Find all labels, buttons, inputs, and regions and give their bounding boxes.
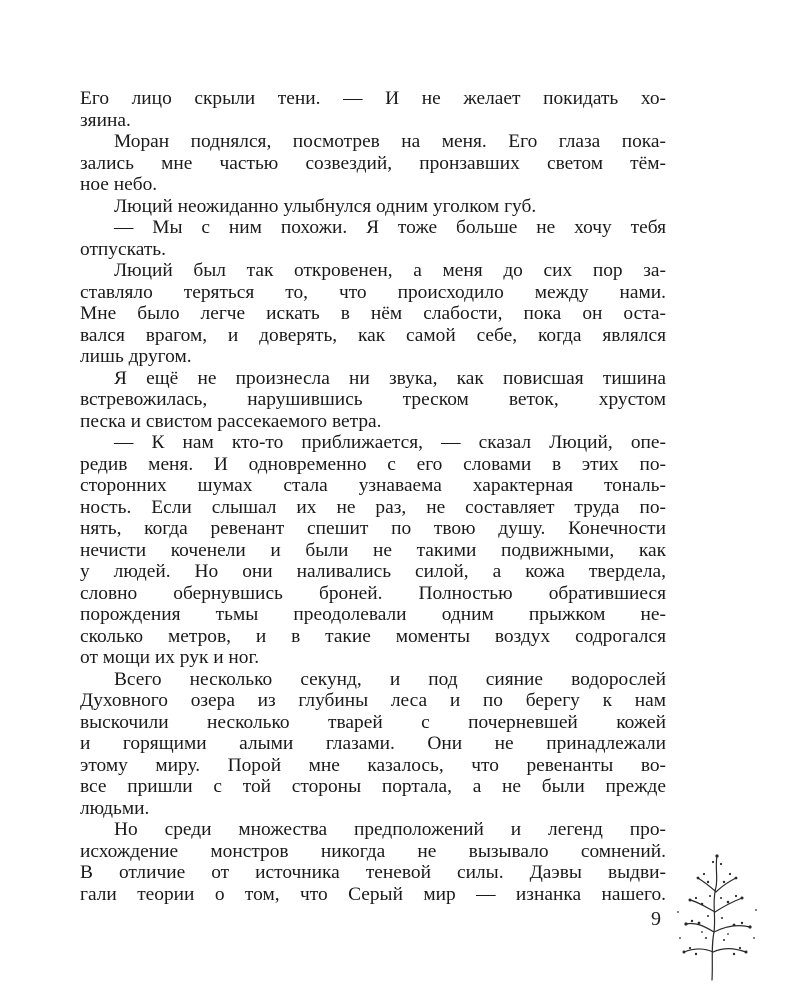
text-line: людьми. bbox=[80, 797, 150, 819]
text-line: все пришли с той стороны портала, а не были прежде bbox=[80, 776, 666, 797]
text-line: Моран поднялся, посмотрев на меня. Его глаза пока- bbox=[114, 131, 666, 152]
page-body-text bbox=[80, 88, 666, 905]
text-line: вался врагом, и доверять, как самой себе, когда являлся bbox=[80, 324, 666, 346]
text-line: — Мы с ним похожи. Я тоже больше не хочу тебя bbox=[114, 217, 666, 238]
text-line: Но среди множества предположений и легенд про- bbox=[114, 819, 666, 840]
text-line: порождения тьмы преодолевали одним прыжком не- bbox=[80, 604, 666, 625]
text-line: Люций был так откровенен, а меня до сих пор за- bbox=[114, 260, 666, 281]
page-number: 9 bbox=[651, 908, 661, 930]
text-line: исхождение монстров никогда не вызывало сомнений. bbox=[80, 840, 666, 862]
branch-ornament-icon bbox=[666, 852, 766, 982]
text-line: песка и свистом рассекаемого ветра. bbox=[80, 410, 382, 432]
text-line: зяина. bbox=[80, 109, 131, 131]
text-line: сторонних шумах стала узнаваема характерная тональ- bbox=[80, 475, 666, 496]
text-line: Я ещё не произнесла ни звука, как повисшая тишина bbox=[114, 367, 666, 389]
text-line: — К нам кто-то приближается, — сказал Люций, опе- bbox=[114, 432, 666, 453]
text-line: сколько метров, и в такие моменты воздух содрогался bbox=[80, 625, 666, 647]
text-line: ность. Если слышал их не раз, не составляет труда по- bbox=[80, 496, 666, 518]
text-line: ное небо. bbox=[80, 174, 158, 195]
text-line: Духовного озера из глубины леса и по берегу к нам bbox=[80, 690, 666, 711]
text-line: Мне было легче искать в нём слабости, пока он оста- bbox=[80, 303, 666, 324]
text-line: зались мне частью созвездий, пронзавших светом тём- bbox=[80, 152, 666, 174]
text-line: редив меня. И одновременно с его словами в этих по- bbox=[80, 453, 666, 475]
text-line: Люций неожиданно улыбнулся одним уголком губ. bbox=[114, 195, 537, 217]
text-line: словно обернувшись броней. Полностью обратившиеся bbox=[80, 582, 666, 604]
text-line: гали теории о том, что Серый мир — изнанка нашего. bbox=[80, 883, 666, 905]
text-line: выскочили несколько тварей с почерневшей кожей bbox=[80, 711, 666, 733]
text-line: В отличие от источника теневой силы. Даэвы выдви- bbox=[80, 862, 666, 883]
text-line: нечисти коченели и были не такими подвижными, как bbox=[80, 539, 666, 561]
text-line: у людей. Но они наливались силой, а кожа твердела, bbox=[80, 561, 666, 582]
text-line: Его лицо скрыли тени. — И не желает покидать хо- bbox=[80, 88, 666, 109]
text-line: встревожилась, нарушившись треском веток, хрустом bbox=[80, 389, 666, 410]
text-line: ставляло теряться то, что происходило между нами. bbox=[80, 281, 666, 303]
text-line: Всего несколько секунд, и под сияние водорослей bbox=[114, 668, 666, 690]
text-line: этому миру. Порой мне казалось, что ревенанты во- bbox=[80, 754, 666, 776]
text-line: нять, когда ревенант спешит по твою душу. Конечности bbox=[80, 518, 666, 539]
text-line: лишь другом. bbox=[80, 346, 192, 367]
text-line: и горящими алыми глазами. Они не принадлежали bbox=[80, 733, 666, 754]
text-line: от мощи их рук и ног. bbox=[80, 647, 260, 668]
text-line: отпускать. bbox=[80, 238, 166, 260]
